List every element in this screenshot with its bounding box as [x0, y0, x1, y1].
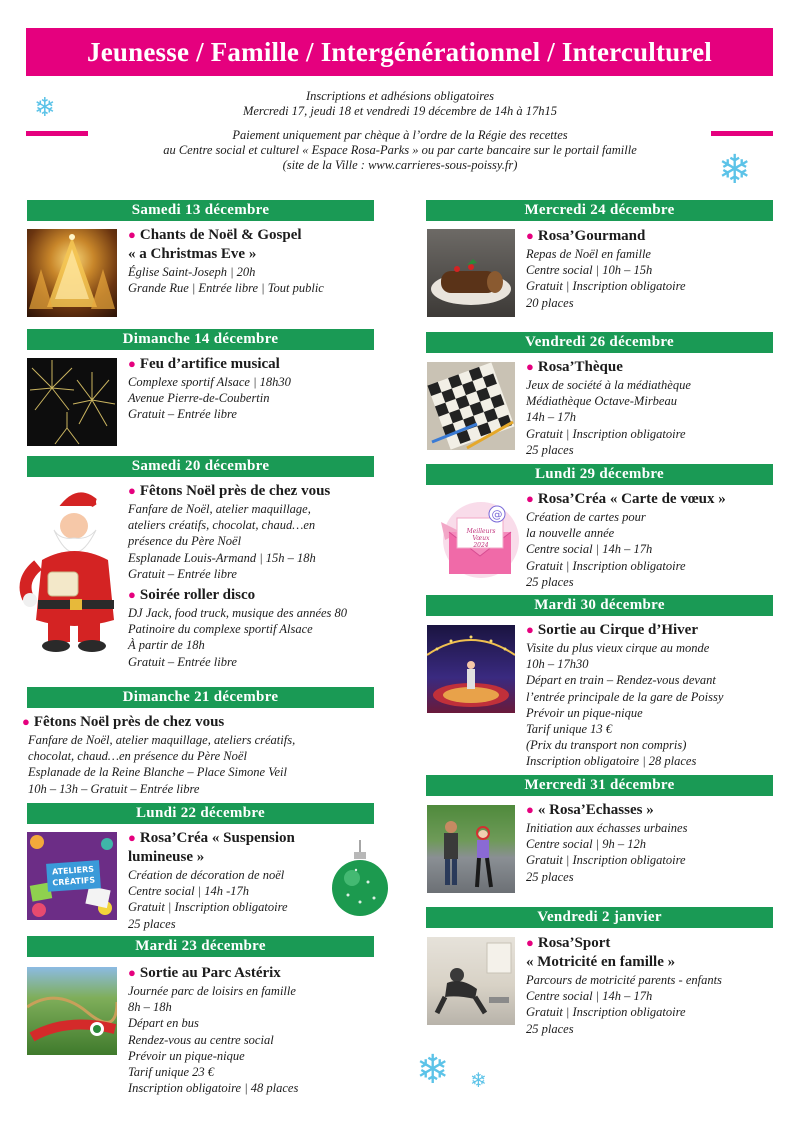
event-detail: Repas de Noël en famille [526, 247, 651, 261]
day-label: Lundi 22 décembre [136, 805, 265, 821]
event-detail: Création de décoration de noël [128, 868, 285, 882]
board-games-image [427, 362, 515, 450]
event-detail: Centre social | 9h – 12h [526, 837, 646, 852]
event-detail: Complexe sportif Alsace | 18h30 [128, 375, 291, 389]
intro-line: Inscriptions et adhésions obligatoires [305, 89, 495, 103]
christmas-ornament-icon [330, 840, 390, 922]
card-line: Meilleurs Vœux [466, 528, 496, 542]
day-label: Mercredi 31 décembre [524, 777, 675, 793]
bullet-dot-icon: ● [22, 714, 30, 729]
event-card [526, 620, 723, 770]
event-detail: Esplanade de la Reine Blanche – Place Simone Veil [28, 765, 287, 780]
payment-info [100, 128, 700, 173]
event-detail: Gratuit | Inscription obligatoire [526, 853, 686, 868]
event-title: « Motricité en famille » [526, 954, 676, 970]
bullet-dot-icon: ● [526, 491, 534, 506]
event-detail: Fanfare de Noël, atelier maquillage, [128, 502, 311, 516]
day-header [27, 803, 374, 824]
event-card [128, 828, 295, 932]
event-detail: l’entrée principale de la gare de Poissy [526, 689, 724, 704]
parc-asterix-image [27, 967, 117, 1055]
event-detail: Avenue Pierre-de-Coubertin [128, 391, 270, 406]
event-detail: Gratuit | Inscription obligatoire [526, 1005, 686, 1020]
event-detail: (Prix du transport non compris) [526, 738, 687, 753]
event-card [128, 225, 324, 296]
event-card [526, 933, 722, 1037]
day-label: Mercredi 24 décembre [524, 202, 675, 218]
event-detail: Centre social | 14h – 17h [526, 542, 653, 557]
event-detail: Centre social | 14h -17h [128, 884, 250, 899]
registration-info [100, 89, 700, 119]
bullet-dot-icon: ● [128, 483, 136, 498]
day-label: Vendredi 2 janvier [537, 909, 662, 925]
day-label: Mardi 23 décembre [135, 938, 266, 954]
event-title: Rosa’Gourmand [537, 228, 646, 244]
day-header [426, 775, 773, 796]
left-decorative-line [26, 131, 88, 136]
day-label: Dimanche 21 décembre [122, 689, 279, 705]
bullet-dot-icon: ● [128, 965, 136, 980]
day-label: Vendredi 26 décembre [524, 334, 675, 350]
event-card [128, 585, 347, 670]
fireworks-image [27, 358, 117, 446]
event-detail: Visite du plus vieux cirque au monde [526, 641, 710, 655]
event-detail: Fanfare de Noël, atelier maquillage, ateliers créatifs, [28, 733, 296, 747]
event-detail: Inscription obligatoire | 28 places [526, 754, 697, 769]
event-detail: Esplanade Louis-Armand | 15h – 18h [128, 550, 316, 565]
event-detail: ateliers créatifs, chocolat, chaud…en [128, 518, 316, 533]
santa-claus-illustration [18, 480, 123, 660]
snowflake-icon: ❄ [416, 1047, 450, 1093]
event-detail: 25 places [526, 869, 574, 884]
bullet-dot-icon: ● [526, 935, 534, 950]
right-decorative-line [711, 131, 773, 136]
snowflake-icon: ❄ [470, 1068, 487, 1092]
event-title: Chants de Noël & Gospel [139, 227, 302, 243]
day-label: Samedi 13 décembre [131, 202, 270, 218]
day-label: Dimanche 14 décembre [122, 331, 279, 347]
event-detail: 10h – 13h – Gratuit – Entrée libre [28, 781, 200, 796]
cirque-hiver-image [427, 625, 515, 713]
sign-line: ATELIERS [51, 864, 95, 877]
motricite-image [427, 937, 515, 1025]
event-detail: Départ en bus [128, 1016, 199, 1031]
event-detail: Gratuit – Entrée libre [128, 407, 237, 422]
event-card [526, 800, 687, 885]
event-detail: 25 places [526, 574, 574, 589]
event-title: Rosa’Créa « Carte de vœux » [537, 491, 726, 507]
page-title: Jeunesse / Famille / Intergénérationnel / Interculturel [87, 36, 712, 67]
event-detail: Tarif unique 23 € [128, 1065, 215, 1080]
bullet-dot-icon: ● [128, 830, 136, 845]
event-detail: Gratuit | Inscription obligatoire [526, 558, 686, 573]
buche-de-noel-image [427, 229, 515, 317]
day-header [426, 464, 773, 485]
day-label: Mardi 30 décembre [534, 597, 665, 613]
event-detail: Inscription obligatoire | 48 places [128, 1081, 299, 1096]
bullet-dot-icon: ● [526, 359, 534, 374]
page-title-banner [26, 28, 773, 76]
event-detail: la nouvelle année [526, 526, 615, 541]
event-detail: Gratuit | Inscription obligatoire [526, 279, 686, 294]
event-detail: Gratuit | Inscription obligatoire [128, 900, 288, 915]
bullet-dot-icon: ● [526, 622, 534, 637]
day-header [27, 200, 374, 221]
ateliers-creatifs-image [27, 832, 117, 920]
sign-line: CRÉATIFS [52, 875, 96, 888]
card-line: 2024 [473, 542, 489, 549]
bullet-dot-icon: ● [526, 802, 534, 817]
event-detail: Parcours de motricité parents - enfants [526, 973, 722, 987]
event-card [128, 481, 330, 582]
event-card [526, 489, 726, 590]
day-header [426, 595, 773, 616]
event-detail: Église Saint-Joseph | 20h [128, 265, 256, 279]
intro-line: au Centre social et culturel « Espace Rosa-Parks » ou par carte bancaire sur le portail famille [163, 143, 637, 157]
event-detail: Grande Rue | Entrée libre | Tout public [128, 281, 324, 296]
event-detail: DJ Jack, food truck, musique des années 80 [128, 606, 348, 620]
event-detail: Initiation aux échasses urbaines [526, 821, 688, 835]
event-detail: Jeux de société à la médiathèque [526, 378, 691, 392]
day-header [27, 329, 374, 350]
event-detail: Départ en train – Rendez-vous devant [526, 673, 716, 688]
event-detail: présence du Père Noël [128, 534, 242, 549]
event-card [22, 712, 295, 797]
event-detail: 14h – 17h [526, 410, 576, 425]
event-card [526, 226, 686, 311]
event-detail: Gratuit – Entrée libre [128, 566, 237, 581]
event-detail: Gratuit | Inscription obligatoire [526, 426, 686, 441]
event-detail: 25 places [128, 916, 176, 931]
day-header [426, 332, 773, 353]
event-detail: chocolat, chaud…en présence du Père Noël [28, 749, 247, 764]
intro-line: (site de la Ville : www.carrieres-sous-poissy.fr) [282, 158, 518, 172]
event-title: Sortie au Cirque d’Hiver [537, 622, 698, 638]
event-detail: 20 places [526, 295, 574, 310]
echasses-image [427, 805, 515, 893]
intro-line: Paiement uniquement par chèque à l’ordre de la Régie des recettes [232, 128, 568, 142]
event-detail: Patinoire du complexe sportif Alsace [128, 622, 313, 637]
event-title: Sortie au Parc Astérix [139, 965, 281, 981]
event-title: Rosa’Sport [537, 935, 611, 951]
event-detail: Création de cartes pour [526, 510, 646, 524]
christmas-tree-image [27, 229, 117, 317]
day-header [27, 456, 374, 477]
event-title: Fêtons Noël près de chez vous [139, 483, 331, 499]
event-card [128, 963, 298, 1096]
day-header [426, 200, 773, 221]
event-title: Rosa’Thèque [537, 359, 623, 375]
event-detail: Médiathèque Octave-Mirbeau [526, 394, 677, 409]
event-title: Fêtons Noël près de chez vous [33, 714, 225, 730]
event-detail: 25 places [526, 442, 574, 457]
event-card [128, 354, 291, 423]
event-title: Rosa’Créa « Suspension [139, 830, 295, 846]
ateliers-sign [46, 860, 101, 892]
day-header [426, 907, 773, 928]
card-text [461, 528, 501, 549]
svg-text:@: @ [491, 508, 503, 521]
event-title: « a Christmas Eve » [128, 246, 257, 262]
day-label: Lundi 29 décembre [535, 466, 664, 482]
event-detail: Tarif unique 13 € [526, 722, 613, 737]
event-card [526, 357, 691, 458]
day-label: Samedi 20 décembre [131, 458, 270, 474]
day-header [27, 936, 374, 957]
event-detail: Journée parc de loisirs en famille [128, 984, 296, 998]
event-detail: 10h – 17h30 [526, 657, 589, 672]
event-detail: 8h – 18h [128, 1000, 172, 1015]
bullet-dot-icon: ● [128, 356, 136, 371]
event-detail: À partir de 18h [128, 638, 205, 653]
event-detail: Rendez-vous au centre social [128, 1032, 274, 1047]
event-detail: Prévoir un pique-nique [526, 705, 643, 720]
greeting-card-image [427, 492, 519, 582]
event-title: lumineuse » [128, 849, 205, 865]
snowflake-icon: ❄ [34, 93, 56, 123]
bullet-dot-icon: ● [128, 587, 136, 602]
event-detail: Centre social | 10h – 15h [526, 263, 653, 278]
snowflake-icon: ❄ [718, 147, 752, 193]
event-detail: Prévoir un pique-nique [128, 1048, 245, 1063]
bullet-dot-icon: ● [128, 227, 136, 242]
intro-line: Mercredi 17, jeudi 18 et vendredi 19 décembre de 14h à 17h15 [242, 104, 558, 118]
event-title: Feu d’artifice musical [139, 356, 280, 372]
event-title: Soirée roller disco [139, 587, 256, 603]
event-detail: Centre social | 14h – 17h [526, 989, 653, 1004]
event-title: « Rosa’Echasses » [537, 802, 654, 818]
day-header [27, 687, 374, 708]
event-detail: 25 places [526, 1021, 574, 1036]
event-detail: Gratuit – Entrée libre [128, 654, 237, 669]
bullet-dot-icon: ● [526, 228, 534, 243]
